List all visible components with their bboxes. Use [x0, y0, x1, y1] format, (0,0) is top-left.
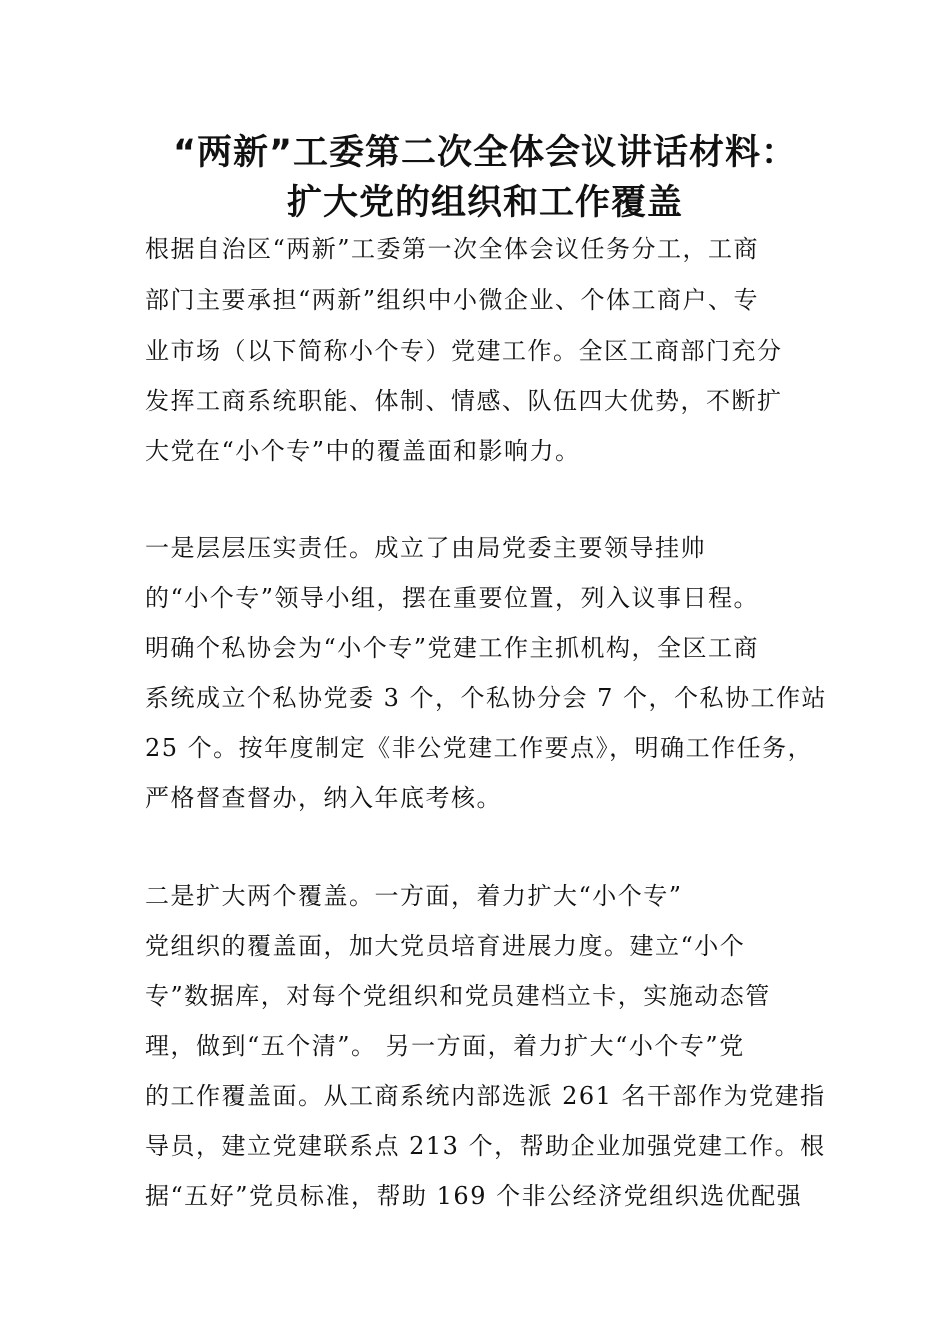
paragraph-line: 业市场（以下简称小个专）党建工作。全区工商部门充分 [145, 337, 783, 365]
paragraph-line: 据“五好”党员标准，帮助 169 个非公经济党组织选优配强 [145, 1182, 803, 1210]
paragraph-line: 明确个私协会为“小个专”党建工作主抓机构，全区工商 [145, 634, 760, 662]
paragraph-line: 部门主要承担“两新”组织中小微企业、个体工商户、专 [145, 286, 760, 314]
paragraph-line: 的工作覆盖面。从工商系统内部选派 261 名干部作为党建指 [145, 1082, 826, 1110]
paragraph-line: 党组织的覆盖面，加大党员培育进展力度。建立“小个 [145, 932, 746, 960]
paragraph-line: 的“小个专”领导小组，摆在重要位置，列入议事日程。 [145, 584, 760, 612]
paragraph-line: 一是层层压实责任。成立了由局党委主要领导挂帅 [145, 534, 706, 562]
paragraph-line: 大党在“小个专”中的覆盖面和影响力。 [145, 437, 581, 465]
paragraph-line: 系统成立个私协党委 3 个，个私协分会 7 个，个私协工作站 [145, 684, 828, 712]
paragraph-line: 导员，建立党建联系点 213 个，帮助企业加强党建工作。根 [145, 1132, 826, 1160]
paragraph-line: 严格督查督办，纳入年底考核。 [145, 784, 502, 812]
paragraph-line: 二是扩大两个覆盖。一方面，着力扩大“小个专” [145, 882, 683, 910]
paragraph-line: 25 个。按年度制定《非公党建工作要点》，明确工作任务， [145, 734, 814, 762]
document-title-line-2: 扩大党的组织和工作覆盖 [286, 183, 683, 223]
document-title-line-1: “两新”工委第二次全体会议讲话材料： [172, 133, 797, 173]
paragraph-line: 理，做到“五个清”。 另一方面，着力扩大“小个专”党 [145, 1032, 745, 1060]
paragraph-line: 发挥工商系统职能、体制、情感、队伍四大优势，不断扩 [145, 387, 783, 415]
paragraph-line: 根据自治区“两新”工委第一次全体会议任务分工，工商 [145, 235, 760, 263]
paragraph-line: 专”数据库，对每个党组织和党员建档立卡，实施动态管 [145, 982, 771, 1010]
